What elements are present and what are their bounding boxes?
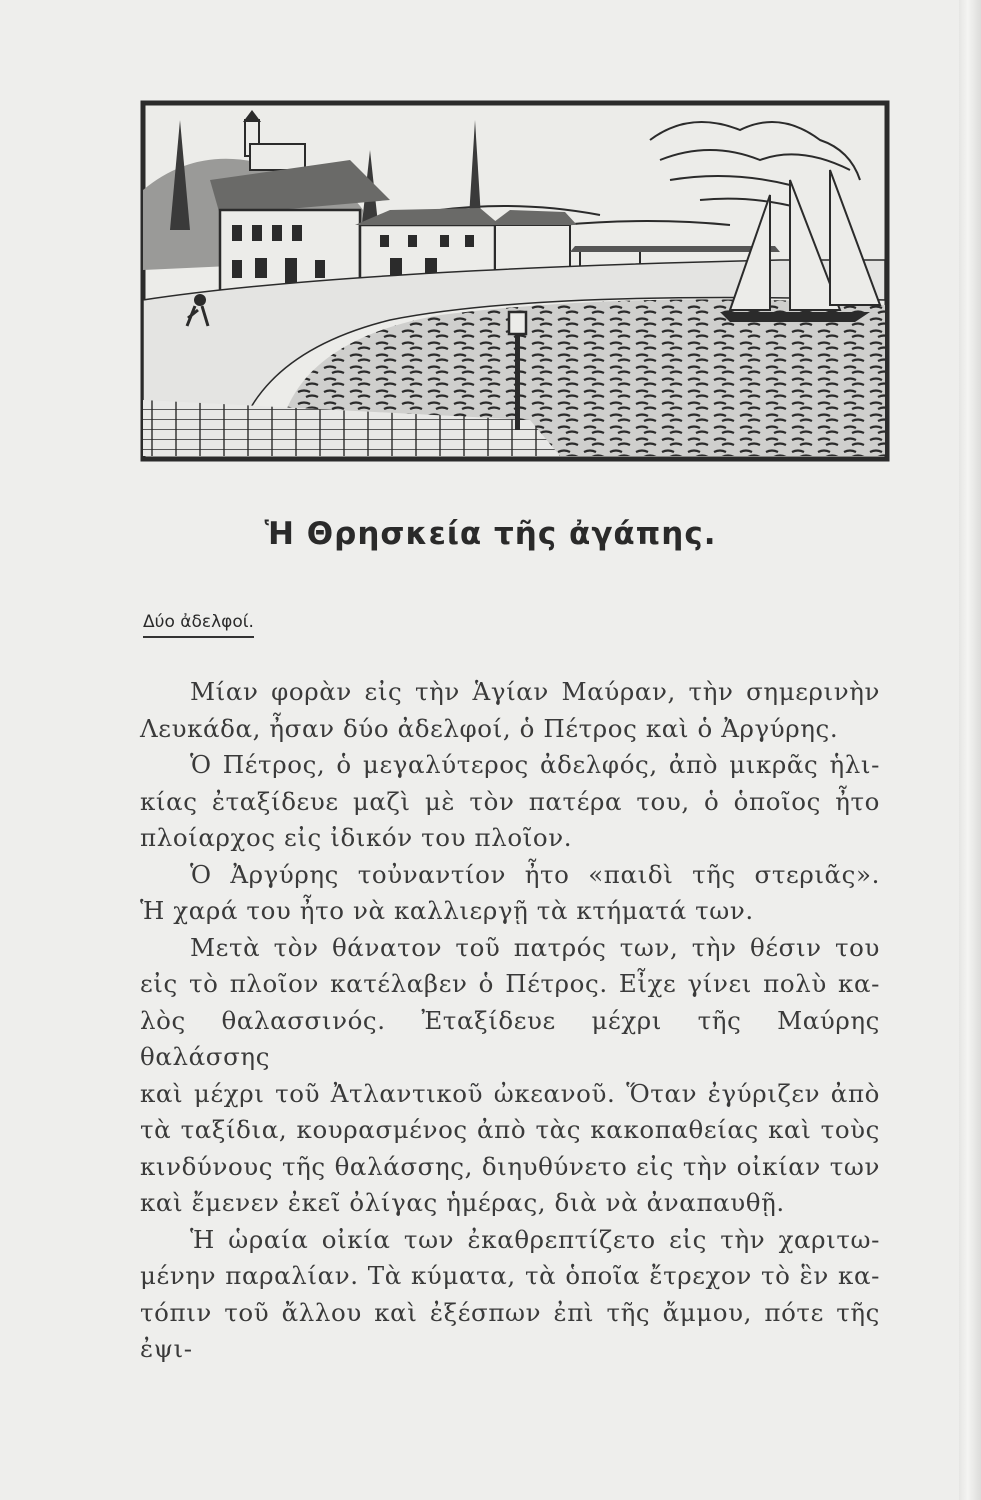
page-edge-shadow xyxy=(959,0,981,1500)
chapter-title: Ἡ Θρησκεία τῆς ἀγάπης. xyxy=(264,516,717,552)
text-line: κίας ἐταξίδευε μαζὶ μὲ τὸν πατέρα του, ὁ ὁποῖος ἦτο xyxy=(140,786,880,816)
text-line: κινδύνους τῆς θαλάσσης, διηυθύνετο εἰς τὴν οἰκίαν των xyxy=(140,1151,880,1181)
paragraph xyxy=(140,930,880,1222)
text-line: τὰ ταξίδια, κουρασμένος ἀπὸ τὰς κακοπαθείας καὶ τοὺς xyxy=(140,1115,880,1144)
text-line: Ἡ χαρά του ἦτο νὰ καλλιεργῇ τὰ κτήματά των. xyxy=(140,896,754,925)
text-line: Ἡ ὡραία οἰκία των ἐκαθρεπτίζετο εἰς τὴν χαριτω- xyxy=(190,1224,880,1254)
text-line: καὶ μέχρι τοῦ Ἀτλαντικοῦ ὠκεανοῦ. Ὅταν ἐγύριζεν ἀπὸ xyxy=(140,1078,880,1108)
text-line: Μετὰ τὸν θάνατον τοῦ πατρός των, τὴν θέσιν του xyxy=(190,932,880,962)
text-line: καὶ ἔμενεν ἐκεῖ ὀλίγας ἡμέρας, διὰ νὰ ἀναπαυθῇ. xyxy=(140,1188,785,1217)
text-line: μένην παραλίαν. Τὰ κύματα, τὰ ὁποῖα ἔτρεχον τὸ ἓν κα- xyxy=(140,1261,880,1290)
paragraph xyxy=(140,674,880,747)
text-line: πλοίαρχος εἰς ἰδικόν του πλοῖον. xyxy=(140,823,573,852)
harbor-village-illustration xyxy=(140,100,890,462)
paragraph xyxy=(140,747,880,857)
text-line: Ὁ Ἀργύρης τοὐναντίον ἦτο «παιδὶ τῆς στεριᾶς». xyxy=(190,859,880,889)
body-text xyxy=(140,674,880,1368)
text-line: Μίαν φορὰν εἰς τὴν Ἁγίαν Μαύραν, τὴν σημερινὴν xyxy=(190,677,880,706)
paragraph xyxy=(140,1222,880,1368)
paragraph xyxy=(140,857,880,930)
text-line: Ὁ Πέτρος, ὁ μεγαλύτερος ἀδελφός, ἀπὸ μικρᾶς ἡλι- xyxy=(190,750,880,779)
text-line: λὸς θαλασσινός. Ἐταξίδευε μέχρι τῆς Μαύρης θαλάσσης xyxy=(140,1005,880,1071)
text-line: Λευκάδα, ἦσαν δύο ἀδελφοί, ὁ Πέτρος καὶ ὁ Ἀργύρης. xyxy=(140,713,839,743)
text-line: τόπιν τοῦ ἄλλου καὶ ἐξέσπων ἐπὶ τῆς ἄμμου, πότε τῆς ἐψι- xyxy=(140,1297,880,1363)
section-heading: Δύο ἀδελφοί. xyxy=(143,612,254,638)
text-line: εἰς τὸ πλοῖον κατέλαβεν ὁ Πέτρος. Εἶχε γίνει πολὺ κα- xyxy=(140,969,880,998)
